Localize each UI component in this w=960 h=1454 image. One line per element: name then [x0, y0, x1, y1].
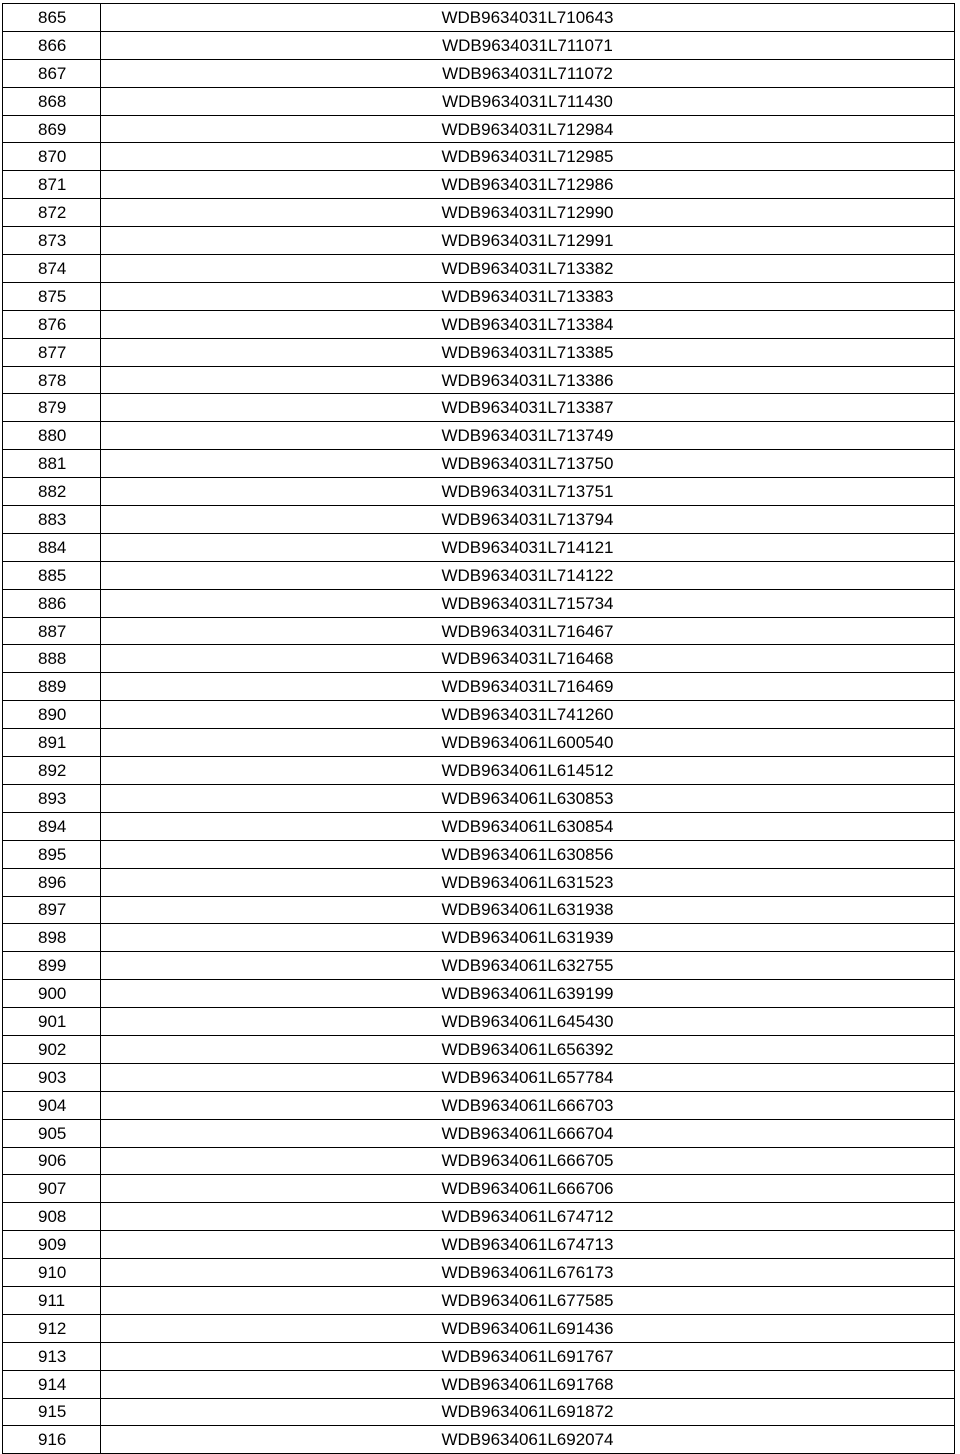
table-row	[3, 59, 955, 87]
row-number-cell: 868	[3, 87, 101, 115]
vin-cell: WDB9634061L666703	[101, 1091, 955, 1119]
row-number-cell: 897	[3, 896, 101, 924]
vin-cell: WDB9634061L666704	[101, 1119, 955, 1147]
row-number-cell: 908	[3, 1203, 101, 1231]
vin-cell: WDB9634061L691436	[101, 1314, 955, 1342]
row-number-cell: 884	[3, 533, 101, 561]
vin-cell: WDB9634031L712985	[101, 143, 955, 171]
table-row	[3, 896, 955, 924]
table-row	[3, 645, 955, 673]
row-number-cell: 889	[3, 673, 101, 701]
table-row	[3, 394, 955, 422]
vin-cell: WDB9634031L711071	[101, 31, 955, 59]
vin-cell: WDB9634031L715734	[101, 589, 955, 617]
row-number-cell: 890	[3, 701, 101, 729]
row-number-cell: 896	[3, 868, 101, 896]
vin-cell: WDB9634031L711430	[101, 87, 955, 115]
table-row	[3, 757, 955, 785]
vin-cell: WDB9634061L656392	[101, 1035, 955, 1063]
vin-table-body	[3, 4, 955, 1454]
vin-cell: WDB9634031L713382	[101, 255, 955, 283]
table-row	[3, 673, 955, 701]
table-row	[3, 1147, 955, 1175]
table-row	[3, 310, 955, 338]
row-number-cell: 879	[3, 394, 101, 422]
table-row	[3, 422, 955, 450]
vin-cell: WDB9634031L712986	[101, 171, 955, 199]
row-number-cell: 882	[3, 478, 101, 506]
row-number-cell: 892	[3, 757, 101, 785]
table-row	[3, 255, 955, 283]
row-number-cell: 870	[3, 143, 101, 171]
vin-cell: WDB9634061L666705	[101, 1147, 955, 1175]
vin-cell: WDB9634031L713750	[101, 450, 955, 478]
vin-cell: WDB9634061L632755	[101, 952, 955, 980]
table-row	[3, 143, 955, 171]
row-number-cell: 887	[3, 617, 101, 645]
table-row	[3, 506, 955, 534]
table-row	[3, 4, 955, 32]
row-number-cell: 891	[3, 729, 101, 757]
row-number-cell: 866	[3, 31, 101, 59]
row-number-cell: 869	[3, 115, 101, 143]
row-number-cell: 876	[3, 310, 101, 338]
table-row	[3, 199, 955, 227]
vin-cell: WDB9634031L716467	[101, 617, 955, 645]
vin-cell: WDB9634061L677585	[101, 1286, 955, 1314]
table-row	[3, 227, 955, 255]
table-row	[3, 533, 955, 561]
vin-cell: WDB9634031L712991	[101, 227, 955, 255]
table-row	[3, 952, 955, 980]
vin-cell: WDB9634031L713749	[101, 422, 955, 450]
vin-cell: WDB9634061L631523	[101, 868, 955, 896]
table-row	[3, 171, 955, 199]
table-row	[3, 1314, 955, 1342]
vin-cell: WDB9634031L713384	[101, 310, 955, 338]
vin-cell: WDB9634031L712984	[101, 115, 955, 143]
row-number-cell: 909	[3, 1231, 101, 1259]
table-row	[3, 729, 955, 757]
table-row	[3, 1175, 955, 1203]
table-row	[3, 1259, 955, 1287]
row-number-cell: 881	[3, 450, 101, 478]
vin-cell: WDB9634061L600540	[101, 729, 955, 757]
vin-cell: WDB9634061L630856	[101, 840, 955, 868]
vin-cell: WDB9634061L657784	[101, 1063, 955, 1091]
row-number-cell: 900	[3, 980, 101, 1008]
vin-cell: WDB9634031L710643	[101, 4, 955, 32]
vin-cell: WDB9634061L630853	[101, 784, 955, 812]
row-number-cell: 885	[3, 561, 101, 589]
table-row	[3, 366, 955, 394]
table-row	[3, 1063, 955, 1091]
row-number-cell: 914	[3, 1370, 101, 1398]
vin-cell: WDB9634031L716468	[101, 645, 955, 673]
vin-table	[2, 3, 955, 1454]
table-row	[3, 1008, 955, 1036]
vin-cell: WDB9634061L614512	[101, 757, 955, 785]
row-number-cell: 867	[3, 59, 101, 87]
table-row	[3, 478, 955, 506]
vin-cell: WDB9634031L713386	[101, 366, 955, 394]
vin-cell: WDB9634061L691768	[101, 1370, 955, 1398]
table-row	[3, 1203, 955, 1231]
vin-cell: WDB9634061L676173	[101, 1259, 955, 1287]
vin-cell: WDB9634031L713385	[101, 338, 955, 366]
row-number-cell: 903	[3, 1063, 101, 1091]
vin-cell: WDB9634061L631938	[101, 896, 955, 924]
row-number-cell: 899	[3, 952, 101, 980]
table-row	[3, 282, 955, 310]
vin-cell: WDB9634061L630854	[101, 812, 955, 840]
vin-cell: WDB9634061L691872	[101, 1398, 955, 1426]
row-number-cell: 907	[3, 1175, 101, 1203]
table-row	[3, 1231, 955, 1259]
table-row	[3, 812, 955, 840]
table-row	[3, 1370, 955, 1398]
table-row	[3, 589, 955, 617]
row-number-cell: 871	[3, 171, 101, 199]
row-number-cell: 880	[3, 422, 101, 450]
table-row	[3, 1119, 955, 1147]
vin-cell: WDB9634031L713387	[101, 394, 955, 422]
table-row	[3, 701, 955, 729]
row-number-cell: 916	[3, 1426, 101, 1454]
row-number-cell: 894	[3, 812, 101, 840]
row-number-cell: 875	[3, 282, 101, 310]
row-number-cell: 865	[3, 4, 101, 32]
vin-cell: WDB9634061L645430	[101, 1008, 955, 1036]
table-row	[3, 87, 955, 115]
vin-cell: WDB9634031L712990	[101, 199, 955, 227]
table-row	[3, 924, 955, 952]
row-number-cell: 912	[3, 1314, 101, 1342]
vin-cell: WDB9634031L741260	[101, 701, 955, 729]
row-number-cell: 905	[3, 1119, 101, 1147]
vin-cell: WDB9634031L713751	[101, 478, 955, 506]
row-number-cell: 910	[3, 1259, 101, 1287]
table-row	[3, 1398, 955, 1426]
table-row	[3, 115, 955, 143]
vin-cell: WDB9634031L713794	[101, 506, 955, 534]
table-row	[3, 1091, 955, 1119]
row-number-cell: 888	[3, 645, 101, 673]
row-number-cell: 902	[3, 1035, 101, 1063]
vin-cell: WDB9634061L691767	[101, 1342, 955, 1370]
table-row	[3, 1035, 955, 1063]
vin-cell: WDB9634061L666706	[101, 1175, 955, 1203]
table-row	[3, 980, 955, 1008]
vin-cell: WDB9634031L714121	[101, 533, 955, 561]
table-row	[3, 868, 955, 896]
row-number-cell: 911	[3, 1286, 101, 1314]
row-number-cell: 878	[3, 366, 101, 394]
vin-cell: WDB9634061L674712	[101, 1203, 955, 1231]
table-row	[3, 617, 955, 645]
row-number-cell: 895	[3, 840, 101, 868]
row-number-cell: 901	[3, 1008, 101, 1036]
table-row	[3, 840, 955, 868]
table-row	[3, 1426, 955, 1454]
vin-cell: WDB9634031L713383	[101, 282, 955, 310]
row-number-cell: 873	[3, 227, 101, 255]
row-number-cell: 906	[3, 1147, 101, 1175]
table-row	[3, 1286, 955, 1314]
table-row	[3, 561, 955, 589]
vin-cell: WDB9634061L692074	[101, 1426, 955, 1454]
table-row	[3, 1342, 955, 1370]
row-number-cell: 898	[3, 924, 101, 952]
vin-cell: WDB9634031L716469	[101, 673, 955, 701]
row-number-cell: 877	[3, 338, 101, 366]
row-number-cell: 915	[3, 1398, 101, 1426]
vin-cell: WDB9634061L639199	[101, 980, 955, 1008]
vin-cell: WDB9634061L674713	[101, 1231, 955, 1259]
vin-cell: WDB9634061L631939	[101, 924, 955, 952]
row-number-cell: 874	[3, 255, 101, 283]
row-number-cell: 872	[3, 199, 101, 227]
row-number-cell: 904	[3, 1091, 101, 1119]
table-row	[3, 450, 955, 478]
vin-cell: WDB9634031L714122	[101, 561, 955, 589]
row-number-cell: 883	[3, 506, 101, 534]
row-number-cell: 913	[3, 1342, 101, 1370]
table-row	[3, 338, 955, 366]
row-number-cell: 886	[3, 589, 101, 617]
row-number-cell: 893	[3, 784, 101, 812]
vin-cell: WDB9634031L711072	[101, 59, 955, 87]
table-row	[3, 784, 955, 812]
table-row	[3, 31, 955, 59]
